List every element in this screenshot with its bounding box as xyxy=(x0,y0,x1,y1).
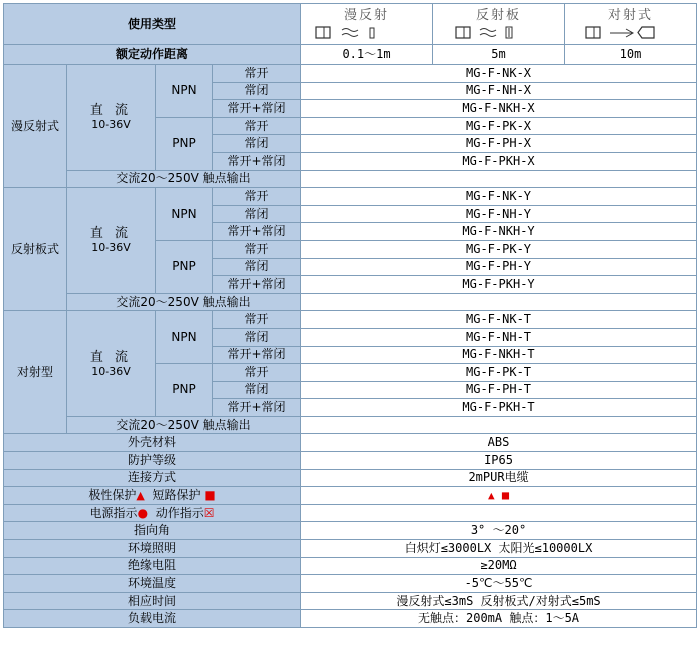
reflector-column-header xyxy=(433,4,565,45)
triangle-marker-icon: ▲ xyxy=(487,489,495,503)
model-number: MG-F-PK-X xyxy=(301,117,697,135)
output-type: 常开+常闭 xyxy=(213,346,301,364)
model-number: MG-F-PH-T xyxy=(301,381,697,399)
pnp-label: PNP xyxy=(156,364,213,417)
temperature-label: 环境温度 xyxy=(4,575,301,593)
output-type: 常闭 xyxy=(213,258,301,276)
output-type: 常开+常闭 xyxy=(213,399,301,417)
model-number: MG-F-PH-Y xyxy=(301,258,697,276)
through-beam-icon xyxy=(565,25,696,41)
triangle-marker-icon: ▲ xyxy=(136,489,145,503)
model-number: MG-F-NKH-X xyxy=(301,100,697,118)
output-type: 常开+常闭 xyxy=(213,152,301,170)
model-number: MG-F-PK-Y xyxy=(301,240,697,258)
dc-supply-label: 直 流 10-36V xyxy=(67,188,156,294)
output-type: 常闭 xyxy=(213,381,301,399)
model-number: MG-F-PKH-X xyxy=(301,152,697,170)
model-number: MG-F-NKH-T xyxy=(301,346,697,364)
distance-through-beam: 10m xyxy=(565,45,697,65)
output-type: 常闭 xyxy=(213,135,301,153)
output-type: 常开 xyxy=(213,188,301,206)
model-number xyxy=(301,170,697,188)
load-current-value: 无触点：200mA 触点：1～5A xyxy=(301,610,697,628)
model-number: MG-F-NK-T xyxy=(301,311,697,329)
ambient-light-label: 环境照明 xyxy=(4,540,301,558)
protection-function-label xyxy=(4,487,301,505)
group-through-beam-label: 对射型 xyxy=(4,311,67,434)
pnp-label: PNP xyxy=(156,240,213,293)
through-beam-column-name: 对射式 xyxy=(608,7,654,23)
indicator-value xyxy=(301,504,697,522)
polarity-protection-label: 极性保护 xyxy=(88,488,137,503)
ac-relay-label: 交流20～250V 触点输出 xyxy=(67,416,301,434)
pnp-label: PNP xyxy=(156,117,213,170)
output-type: 常闭 xyxy=(213,82,301,100)
distance-reflector: 5m xyxy=(433,45,565,65)
output-type: 常开 xyxy=(213,311,301,329)
starburst-marker-icon: ☒ xyxy=(203,505,215,520)
npn-label: NPN xyxy=(156,188,213,241)
output-type: 常闭 xyxy=(213,205,301,223)
temperature-value: -5℃～55℃ xyxy=(301,575,697,593)
model-number: MG-F-NH-X xyxy=(301,82,697,100)
connection-value: 2mPUR电缆 xyxy=(301,469,697,487)
square-marker-icon: ■ xyxy=(501,488,510,503)
response-time-label: 相应时间 xyxy=(4,592,301,610)
model-number: MG-F-NK-X xyxy=(301,65,697,83)
model-number: MG-F-PKH-T xyxy=(301,399,697,417)
model-number: MG-F-NKH-Y xyxy=(301,223,697,241)
diffuse-reflection-icon xyxy=(301,25,432,41)
protection-label: 防护等级 xyxy=(4,452,301,470)
output-type: 常开+常闭 xyxy=(213,223,301,241)
npn-label: NPN xyxy=(156,65,213,118)
model-number: MG-F-NH-T xyxy=(301,328,697,346)
output-type: 常开 xyxy=(213,240,301,258)
through-beam-column-header xyxy=(565,4,697,45)
angle-label: 指向角 xyxy=(4,522,301,540)
distance-header: 额定动作距离 xyxy=(4,45,301,65)
insulation-label: 绝缘电阻 xyxy=(4,557,301,575)
reflector-column-name: 反射板 xyxy=(476,7,522,23)
angle-value: 3° ～20° xyxy=(301,522,697,540)
model-number: MG-F-PKH-Y xyxy=(301,276,697,294)
housing-value: ABS xyxy=(301,434,697,452)
square-marker-icon: ■ xyxy=(204,488,216,503)
model-number xyxy=(301,416,697,434)
housing-label: 外壳材料 xyxy=(4,434,301,452)
output-type: 常开 xyxy=(213,364,301,382)
connection-label: 连接方式 xyxy=(4,469,301,487)
ac-relay-label: 交流20～250V 触点输出 xyxy=(67,170,301,188)
short-circuit-protection-label: 短路保护 xyxy=(152,488,201,503)
type-header: 使用类型 xyxy=(4,4,301,45)
distance-diffuse: 0.1～1m xyxy=(301,45,433,65)
group-reflector-label: 反射板式 xyxy=(4,188,67,311)
response-time-value: 漫反射式≤3mS 反射板式/对射式≤5mS xyxy=(301,592,697,610)
sensor-spec-table xyxy=(3,3,697,628)
output-type: 常开+常闭 xyxy=(213,100,301,118)
dc-supply-label: 直 流 10-36V xyxy=(67,311,156,417)
reflector-icon xyxy=(433,25,564,41)
insulation-value: ≥20MΩ xyxy=(301,557,697,575)
model-number: MG-F-NH-Y xyxy=(301,205,697,223)
diffuse-column-name: 漫反射 xyxy=(344,7,390,23)
diffuse-column-header xyxy=(301,4,433,45)
indicator-label xyxy=(4,504,301,522)
ac-relay-label: 交流20～250V 触点输出 xyxy=(67,293,301,311)
npn-label: NPN xyxy=(156,311,213,364)
circle-marker-icon: ● xyxy=(137,505,149,520)
output-type: 常开 xyxy=(213,117,301,135)
action-indicator-label: 动作指示 xyxy=(155,505,204,520)
load-current-label: 负载电流 xyxy=(4,610,301,628)
power-indicator-label: 电源指示 xyxy=(89,505,138,520)
protection-function-value xyxy=(301,487,697,505)
model-number: MG-F-PK-T xyxy=(301,364,697,382)
protection-value: IP65 xyxy=(301,452,697,470)
model-number: MG-F-NK-Y xyxy=(301,188,697,206)
group-diffuse-label: 漫反射式 xyxy=(4,65,67,188)
output-type: 常开+常闭 xyxy=(213,276,301,294)
ambient-light-value: 白炽灯≤3000LX 太阳光≤10000LX xyxy=(301,540,697,558)
model-number xyxy=(301,293,697,311)
model-number: MG-F-PH-X xyxy=(301,135,697,153)
output-type: 常开 xyxy=(213,65,301,83)
dc-supply-label: 直 流 10-36V xyxy=(67,65,156,171)
output-type: 常闭 xyxy=(213,328,301,346)
